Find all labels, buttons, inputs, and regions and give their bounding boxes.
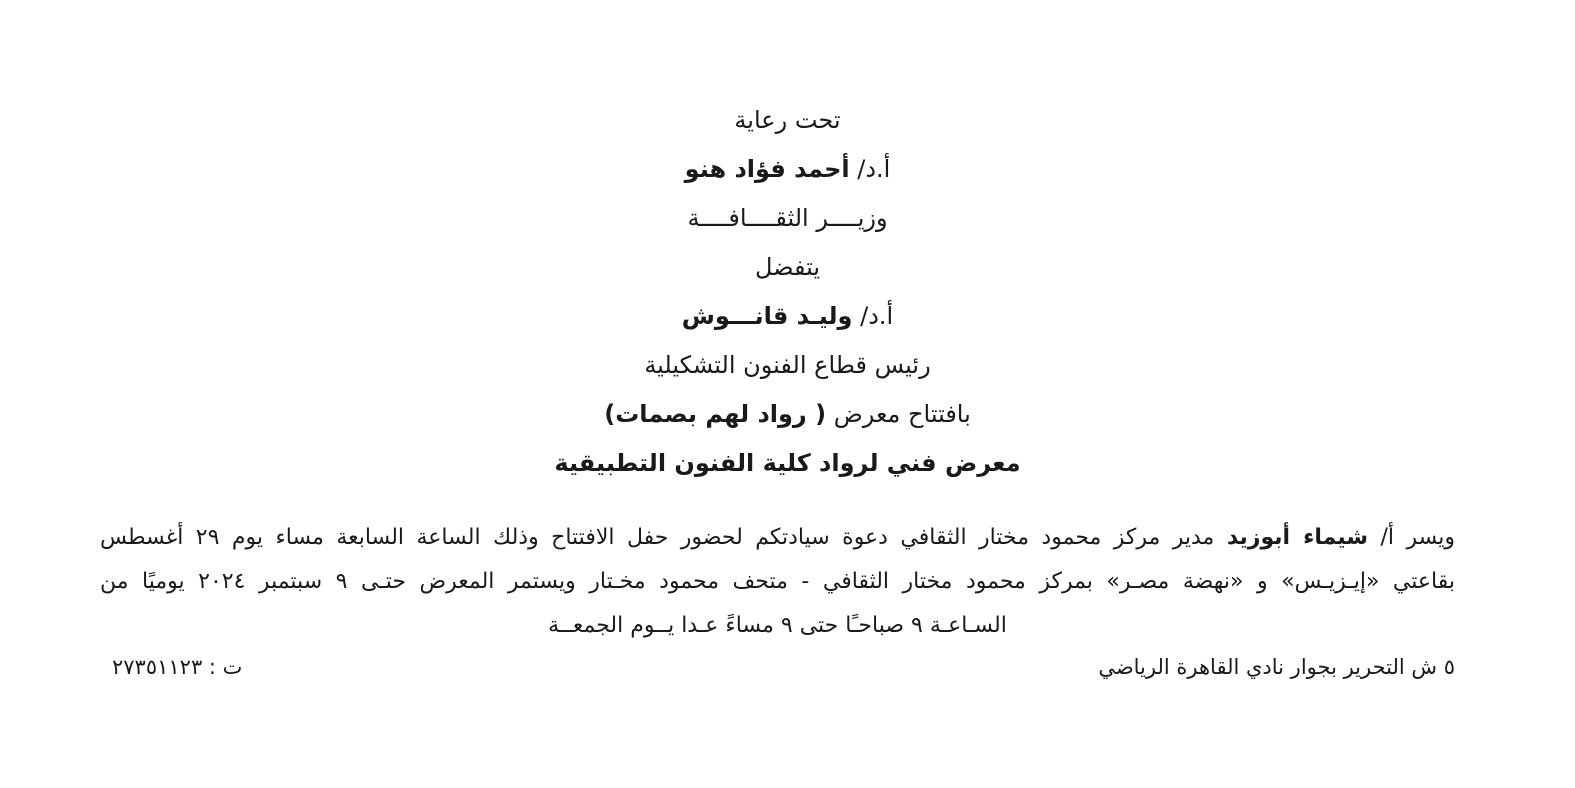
address: ٥ ش التحرير بجوار نادي القاهرة الرياضي <box>1098 655 1455 679</box>
invitation-paragraph <box>100 516 1455 648</box>
minister-line <box>0 145 1575 194</box>
phone-number: ت : ٢٧٣٥١١٢٣ <box>112 655 243 679</box>
invitation-header <box>0 96 1575 488</box>
invites-line: يتفضل <box>754 253 821 281</box>
line1-start: ويسر أ/ <box>1380 525 1456 550</box>
director-name: شيماء أبوزيد <box>1226 525 1369 550</box>
opening-line <box>0 390 1575 439</box>
head-name: وليـد قانـــوش <box>681 302 853 330</box>
head-title: رئيس قطاع الفنون التشكيلية <box>644 351 931 379</box>
paragraph-line-1 <box>100 516 1455 560</box>
head-prefix: أ.د/ <box>860 302 894 330</box>
exhibition-subtitle: معرض فني لرواد كلية الفنون التطبيقية <box>554 449 1021 477</box>
opening-prefix: بافتتاح معرض <box>833 400 971 428</box>
footer <box>112 652 1455 682</box>
head-line <box>0 292 1575 341</box>
line1-rest: مدير مركز محمود مختار الثقافي دعوة سيادتكم لحضور حفل الافتتاح وذلك الساعة السابعة مساء يوم ٢٩ أغسطس <box>100 525 1215 550</box>
minister-prefix: أ.د/ <box>857 155 891 183</box>
patronage-line: تحت رعاية <box>734 106 841 134</box>
paragraph-line-3: السـاعـة ٩ صباحـًا حتى ٩ مساءً عـدا يــوم الجمعــة <box>548 613 1007 638</box>
minister-title: وزيــــر الثقــــافــــة <box>687 204 888 232</box>
paragraph-line-2: بقاعتي «إيـزيـس» و «نهضة مصـر» بمركز محمود مختار الثقافي - متحف محمود مخـتار ويستمر المعرض حتـى ٩ سبتمبر ٢٠٢٤ يوميًا من <box>100 569 1455 594</box>
minister-name: أحمد فؤاد هنو <box>684 155 850 183</box>
exhibition-name: ( رواد لهم بصمات) <box>604 400 827 428</box>
